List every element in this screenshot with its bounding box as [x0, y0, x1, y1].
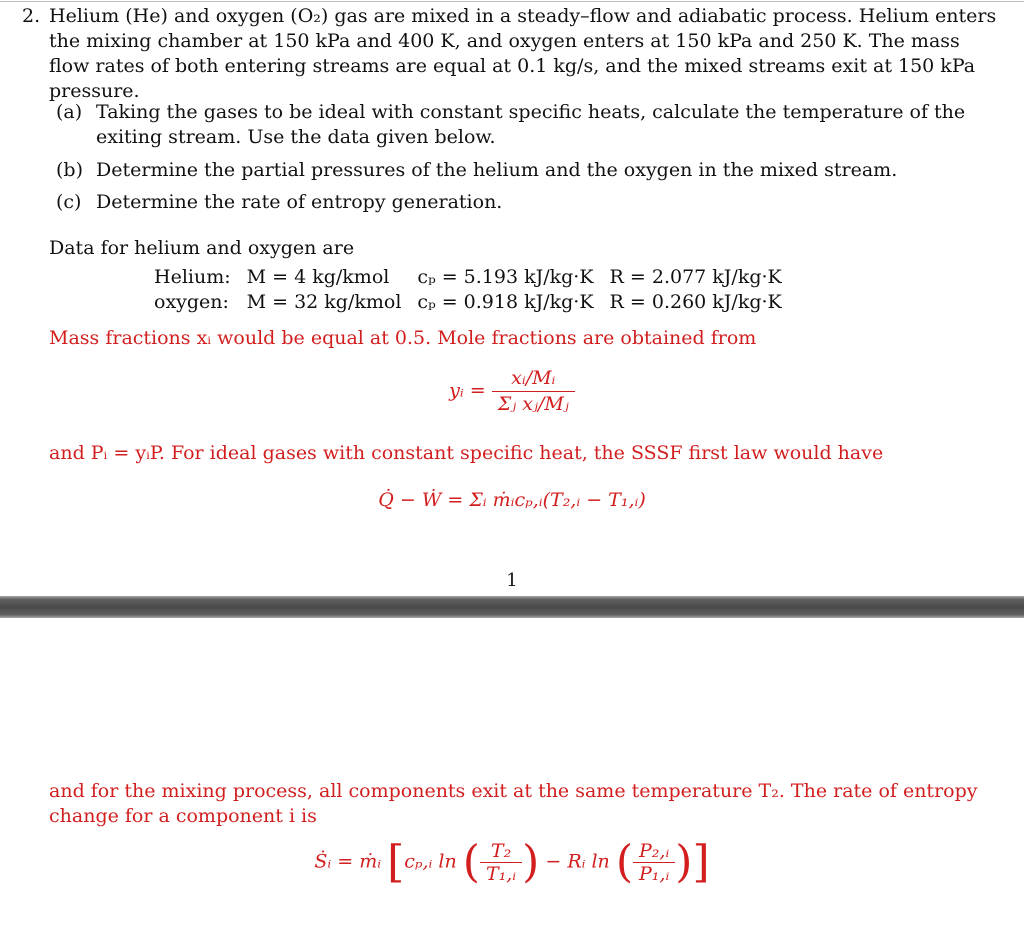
mass-fraction-text: Mass fractions xᵢ would be equal at 0.5. Mole fractions are obtained from	[49, 327, 757, 349]
data-heading: Data for helium and oxygen are	[49, 237, 355, 259]
fraction-numerator: xᵢ/Mᵢ	[492, 366, 575, 392]
part-label: (a)	[56, 101, 83, 123]
table-row	[154, 290, 798, 315]
part-label: (b)	[56, 159, 83, 181]
gas-data-table	[154, 265, 798, 315]
mixing-text: and for the mixing process, all components exit at the same temperature T₂. The rate of entropy change for a component i is	[49, 780, 978, 827]
specific-heat: cₚ = 0.918 kJ/kg·K	[417, 291, 594, 313]
entropy-term-1: cₚ,ᵢ ln	[404, 850, 457, 873]
part-label: (c)	[56, 191, 82, 213]
part-text: Taking the gases to be ideal with constant specific heats, calculate the temperature of the exiting stream. Use the data given below.	[96, 101, 966, 148]
molar-mass: M = 4 kg/kmol	[246, 266, 390, 288]
open-paren: (	[462, 836, 480, 888]
minus-sign: −	[545, 850, 562, 873]
close-paren: )	[675, 836, 693, 888]
pressure-ratio	[633, 840, 675, 885]
first-law-equation: Q̇ − Ẇ = Σᵢ ṁᵢcₚ,ᵢ(T₂,ᵢ − T₁,ᵢ)	[378, 489, 646, 511]
close-bracket: ]	[692, 836, 710, 888]
entropy-term-2: Rᵢ ln	[567, 850, 610, 873]
fraction-numerator: P₂,ᵢ	[633, 840, 675, 863]
gas-name: oxygen:	[154, 291, 229, 313]
entropy-equation	[0, 836, 1024, 888]
fraction-numerator: T₂	[480, 840, 522, 863]
mole-fraction	[492, 366, 575, 417]
page-number: 1	[506, 570, 518, 591]
specific-heat: cₚ = 5.193 kJ/kg·K	[417, 266, 594, 288]
table-row	[154, 265, 798, 290]
problem-number: 2.	[22, 5, 41, 27]
gas-constant: R = 2.077 kJ/kg·K	[609, 266, 782, 288]
close-paren: )	[522, 836, 540, 888]
open-bracket: [	[387, 836, 405, 888]
part-text: Determine the partial pressures of the helium and the oxygen in the mixed stream.	[96, 159, 898, 181]
gas-name: Helium:	[154, 266, 231, 288]
page-2	[0, 618, 1024, 929]
open-paren: (	[615, 836, 634, 888]
first-law-text: and Pᵢ = yᵢP. For ideal gases with constant specific heat, the SSSF first law would have	[49, 442, 884, 464]
molar-mass: M = 32 kg/kmol	[246, 291, 402, 313]
gas-constant: R = 0.260 kJ/kg·K	[609, 291, 782, 313]
equation-lhs: yᵢ =	[449, 379, 486, 402]
temperature-ratio	[480, 840, 522, 885]
equation-lhs: Ṡᵢ = ṁᵢ	[314, 850, 382, 873]
problem-intro: Helium (He) and oxygen (O₂) gas are mixed in a steady–flow and adiabatic process. Helium enters the mixing chamber at 150 kPa and 400 K, and oxygen enters at 150 kPa and 250 K. The mass flow rates of both entering streams are equal at 0.1 kg/s, and the mixed streams exit at 150 kPa pressure.	[49, 5, 997, 102]
fraction-denominator: T₁,ᵢ	[485, 863, 517, 885]
page-separator	[0, 596, 1024, 618]
part-text: Determine the rate of entropy generation.	[96, 191, 503, 213]
fraction-denominator: P₁,ᵢ	[639, 863, 670, 885]
fraction-denominator: Σⱼ xⱼ/Mⱼ	[497, 393, 569, 415]
mole-fraction-equation	[0, 366, 1024, 417]
